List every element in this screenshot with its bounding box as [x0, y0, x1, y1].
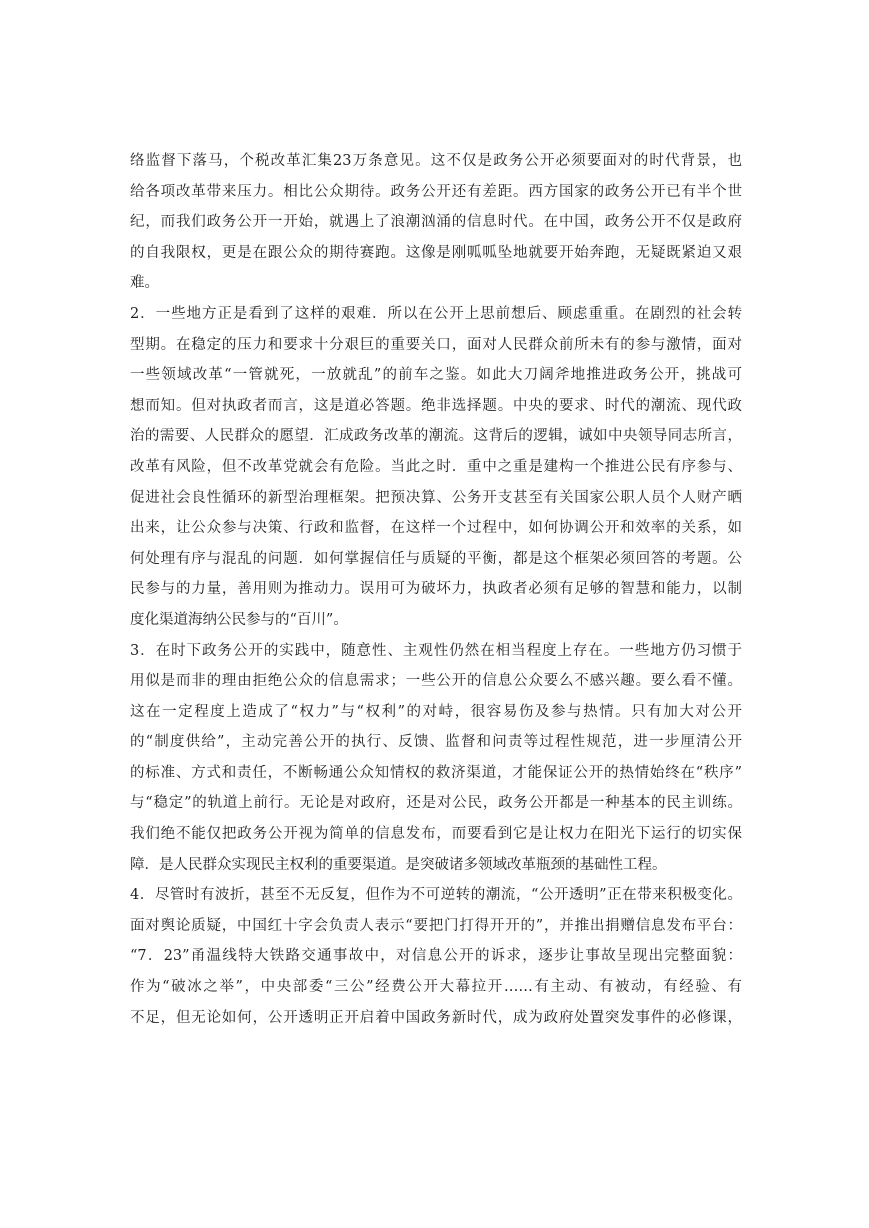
text-line: 难。: [130, 275, 159, 292]
text-line: 纪，而我们政务公开一开始，就遇上了浪潮汹涌的信息时代。在中国，政务公开不仅是政府: [130, 214, 742, 231]
text-line: 度化渠道海纳公民参与的“百川”。: [130, 611, 348, 628]
text-line: 想而知。但对执政者而言，这是道必答题。绝非选择题。中央的要求、时代的潮流、现代政: [130, 397, 742, 414]
text-line: 不足，但无论如何，公开透明正开启着中国政务新时代，成为政府处置突发事件的必修课，: [130, 1009, 742, 1026]
paragraph-3-start: 3．在时下政务公开的实践中，随意性、主观性仍然在相当程度上存在。一些地方仍习惯于: [130, 642, 742, 659]
text-line: 障．是人民群众实现民主权利的重要渠道。是突破诸多领域改革瓶颈的基础性工程。: [130, 856, 667, 873]
text-line: 何处理有序与混乱的问题．如何掌握信任与质疑的平衡，都是这个框架必须回答的考题。公: [130, 550, 742, 567]
text-line: 一些领域改革“一管就死，一放就乱”的前车之鉴。如此大刀阔斧地推进政务公开，挑战可: [130, 367, 742, 384]
text-line: 作为“破冰之举”，中央部委“三公”经费公开大幕拉开……有主动、有被动，有经验、有: [130, 979, 742, 996]
paragraph-2-start: 2．一些地方正是看到了这样的艰难．所以在公开上思前想后、顾虑重重。在剧烈的社会转: [130, 305, 742, 322]
text-line: 这在一定程度上造成了“权力”与“权利”的对峙，很容易伤及参与热情。只有加大对公开: [130, 703, 742, 720]
text-line: 我们绝不能仅把政务公开视为简单的信息发布，而要看到它是让权力在阳光下运行的切实保: [130, 826, 742, 843]
text-line: 的自我限权，更是在跟公众的期待赛跑。这像是刚呱呱坠地就要开始奔跑，无疑既紧迫又艰: [130, 244, 742, 261]
text-line: 面对舆论质疑，中国红十字会负责人表示“要把门打得开开的”，并推出捐赠信息发布平台：: [130, 917, 742, 934]
text-line: 治的需要、人民群众的愿望．汇成政务改革的潮流。这背后的逻辑，诚如中央领导同志所言，: [130, 428, 742, 445]
text-line: 改革有风险，但不改革党就会有危险。当此之时．重中之重是建构一个推进公民有序参与、: [130, 458, 742, 475]
text-line: 络监督下落马，个税改革汇集23万条意见。这不仅是政务公开必须要面对的时代背景，也: [130, 153, 742, 169]
text-line: 民参与的力量，善用则为推动力。误用可为破坏力，执政者必须有足够的智慧和能力，以制: [130, 581, 742, 598]
text-line: 与“稳定”的轨道上前行。无论是对政府，还是对公民，政务公开都是一种基本的民主训练。: [130, 795, 742, 812]
text-line: 给各项改革带来压力。相比公众期待。政务公开还有差距。西方国家的政务公开已有半个世: [130, 183, 742, 200]
text-line: 的“制度供给”，主动完善公开的执行、反馈、监督和问责等过程性规范，进一步厘清公开: [130, 734, 742, 751]
paragraph-4-start: 4．尽管时有波折，甚至不无反复，但作为不可逆转的潮流，“公开透明”正在带来积极变化。: [130, 887, 742, 904]
text-line: 的标准、方式和责任，不断畅通公众知情权的救济渠道，才能保证公开的热情始终在“秩序”: [130, 764, 742, 781]
body-text: [130, 146, 742, 1033]
text-line: 促进社会良性循环的新型治理框架。把预决算、公务开支甚至有关国家公职人员个人财产晒: [130, 489, 742, 506]
text-line: 出来，让公众参与决策、行政和监督，在这样一个过程中，如何协调公开和效率的关系，如: [130, 520, 742, 537]
text-line: “7．23”甬温线特大铁路交通事故中，对信息公开的诉求，逐步让事故呈现出完整面貌：: [130, 948, 742, 965]
text-line: 用似是而非的理由拒绝公众的信息需求；一些公开的信息公众要么不感兴趣。要么看不懂。: [130, 673, 742, 690]
text-line: 型期。在稳定的压力和要求十分艰巨的重要关口，面对人民群众前所未有的参与激情，面对: [130, 336, 742, 353]
